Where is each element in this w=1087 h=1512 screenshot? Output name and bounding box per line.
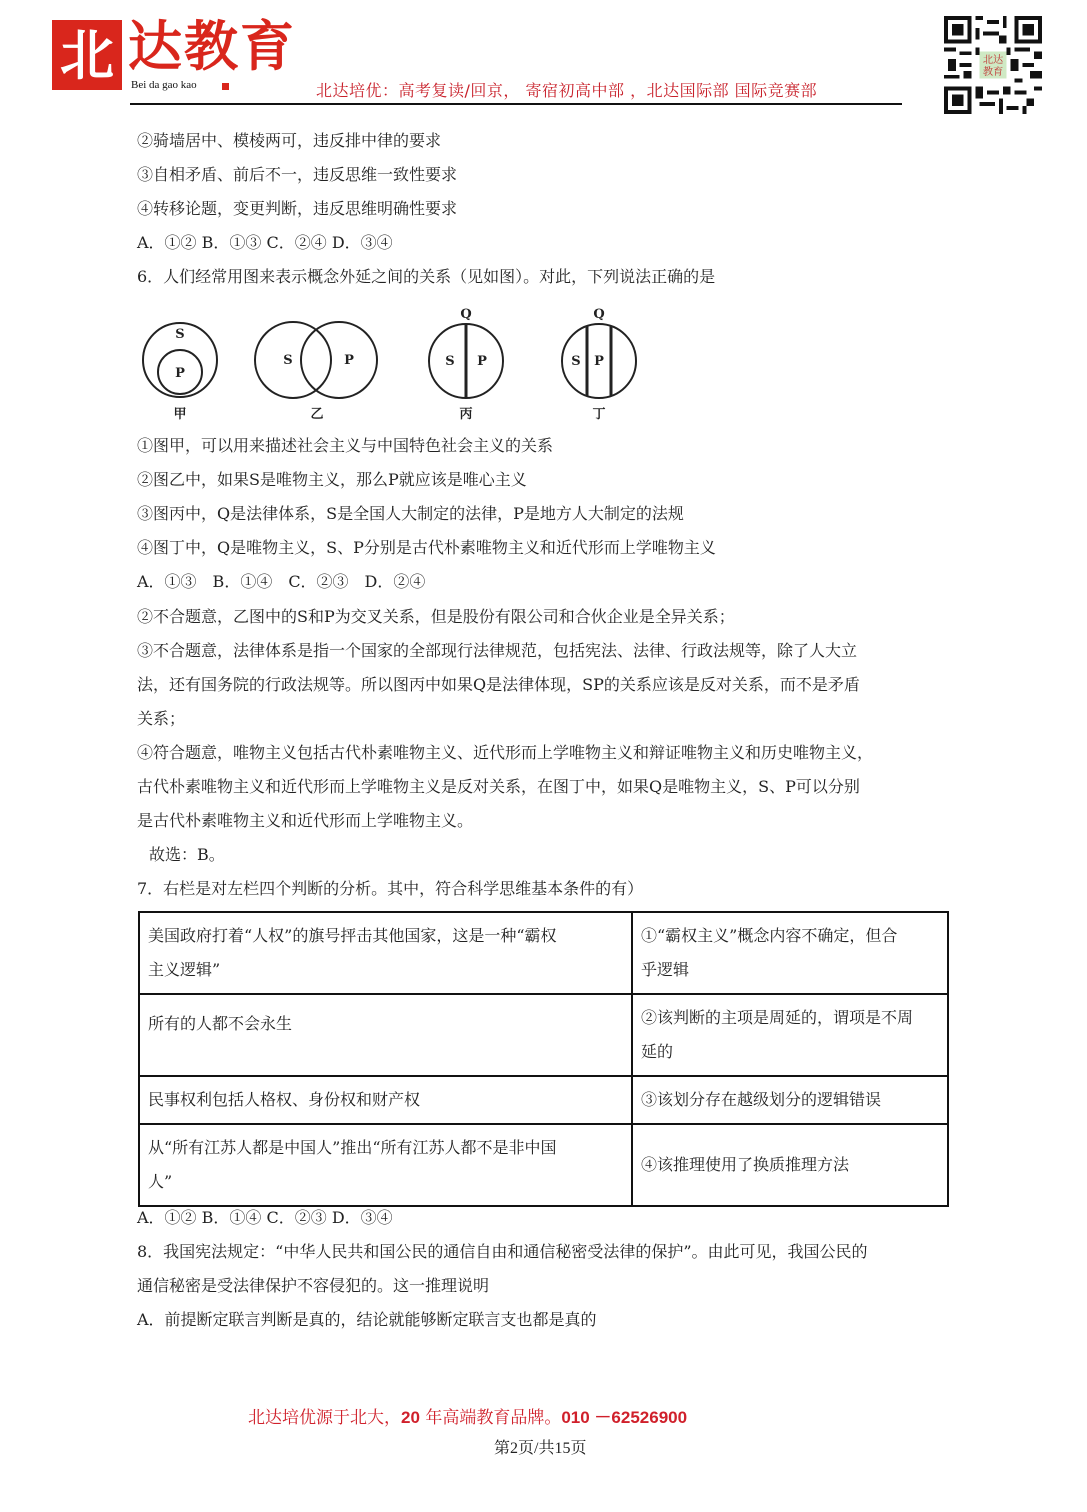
jia-label-p: P <box>175 366 185 381</box>
table-cell-left: 从“所有江苏人都是中国人”推出“所有江苏人都不是非中国 人” <box>139 1124 632 1206</box>
logo-mark <box>52 20 122 90</box>
q6-analysis-line: ④符合题意，唯物主义包括古代朴素唯物主义、近代形而上学唯物主义和辩证唯物主义和历史唯物主义， <box>137 743 874 762</box>
table-cell-left: 美国政府打着“人权”的旗号抨击其他国家，这是一种“霸权 主义逻辑” <box>139 912 632 994</box>
q6-analysis-line: 是古代朴素唯物主义和近代形而上学唯物主义。 <box>137 811 474 830</box>
ding-label-p: P <box>594 354 604 369</box>
logo-title: 达教育 <box>128 14 296 78</box>
bing-label-p: P <box>477 354 487 369</box>
qr-center-text: 北达 <box>982 55 1004 67</box>
q6-item-4: ④图丁中，Q是唯物主义，S、P分别是古代朴素唯物主义和近代形而上学唯物主义 <box>137 538 716 557</box>
bing-label-q: Q <box>460 307 472 322</box>
q5-item-2: ②骑墙居中、模棱两可，违反排中律的要求 <box>137 131 442 150</box>
bing-caption: 丙 <box>459 407 473 422</box>
q5-item-3: ③自相矛盾、前后不一，违反思维一致性要求 <box>137 165 458 184</box>
q5-options: A．①② B．①③ C．②④ D．③④ <box>137 233 393 252</box>
q6-analysis-line: 关系； <box>137 709 186 728</box>
yi-label-s: S <box>283 353 293 368</box>
q8-stem-line: 8．我国宪法规定：“中华人民共和国公民的通信自由和通信秘密受法律的保护”。由此可见，我国公民的 <box>137 1242 868 1261</box>
header-slogan: 北达培优：高考复读/回京， 寄宿初高中部 ，北达国际部 国际竞赛部 <box>316 81 818 100</box>
diagram-yi-circle-s <box>255 322 331 398</box>
yi-label-p: P <box>344 353 354 368</box>
jia-caption: 甲 <box>173 407 187 422</box>
table-row <box>139 1076 948 1124</box>
table-cell-left: 民事权利包括人格权、身份权和财产权 <box>139 1076 632 1124</box>
page-number: 第2页/共15页 <box>494 1440 587 1457</box>
table-cell-right: ②该判断的主项是周延的，谓项是不周 延的 <box>632 994 948 1076</box>
q7-stem: 7．右栏是对左栏四个判断的分析。其中，符合科学思维基本条件的有） <box>137 879 644 898</box>
concept-diagram <box>132 298 642 426</box>
table-cell-left: 所有的人都不会永生 <box>139 994 632 1076</box>
bing-label-s: S <box>445 354 455 369</box>
logo-square <box>222 83 229 90</box>
q8-stem-line: 通信秘密是受法律保护不容侵犯的。这一推理说明 <box>137 1276 490 1295</box>
logo-char: 北 <box>60 23 114 87</box>
q6-analysis-line: ③不合题意，法律体系是指一个国家的全部现行法律规范，包括宪法、法律、行政法规等，除了人大立 <box>137 641 858 660</box>
q7-options: A．①② B．①④ C．②③ D．③④ <box>137 1208 393 1227</box>
table-row <box>139 912 948 994</box>
q6-item-3: ③图丙中，Q是法律体系，S是全国人大制定的法律，P是地方人大制定的法规 <box>137 504 684 523</box>
jia-label-s: S <box>175 327 185 342</box>
q6-stem: 6．人们经常用图来表示概念外延之间的关系（见如图）。对此，下列说法正确的是 <box>137 267 716 286</box>
diagram-yi-circle-p <box>301 322 377 398</box>
logo-subtitle: Bei da gao kao <box>131 79 197 91</box>
ding-caption: 丁 <box>592 407 606 422</box>
ding-label-s: S <box>571 354 581 369</box>
q5-item-4: ④转移论题，变更判断，违反思维明确性要求 <box>137 199 458 218</box>
q6-analysis-line: ②不合题意，乙图中的S和P为交叉关系，但是股份有限公司和合伙企业是全异关系； <box>137 607 735 626</box>
q8-option-a: A．前提断定联言判断是真的，结论就能够断定联言支也都是真的 <box>137 1310 597 1329</box>
table-cell-right: ①“霸权主义”概念内容不确定，但合 乎逻辑 <box>632 912 948 994</box>
table-row <box>139 1124 948 1206</box>
table-cell-right: ③该划分存在越级划分的逻辑错误 <box>632 1076 948 1124</box>
table-row <box>139 994 948 1076</box>
footer-slogan: 北达培优源于北大，20 年高端教育品牌。010 －62526900 <box>248 1408 688 1428</box>
q6-analysis-line: 古代朴素唯物主义和近代形而上学唯物主义是反对关系，在图丁中，如果Q是唯物主义，S、P可以分别 <box>137 777 860 796</box>
ding-label-q: Q <box>593 307 605 322</box>
q6-answer: 故选：B。 <box>149 845 225 864</box>
q7-table <box>138 911 949 1207</box>
svg-text:教育: 教育 <box>982 66 1004 78</box>
q6-item-1: ①图甲，可以用来描述社会主义与中国特色社会主义的关系 <box>137 436 554 455</box>
q6-analysis-line: 法，还有国务院的行政法规等。所以图丙中如果Q是法律体现，SP的关系应该是反对关系，而不是矛盾 <box>137 675 860 694</box>
qr-code-icon <box>944 16 1042 114</box>
header-divider <box>130 103 902 105</box>
yi-caption: 乙 <box>310 407 324 422</box>
q6-options: A．①③ B．①④ C．②③ D．②④ <box>137 572 426 591</box>
table-cell-right: ④该推理使用了换质推理方法 <box>632 1124 948 1206</box>
q6-item-2: ②图乙中，如果S是唯物主义，那么P就应该是唯心主义 <box>137 470 527 489</box>
